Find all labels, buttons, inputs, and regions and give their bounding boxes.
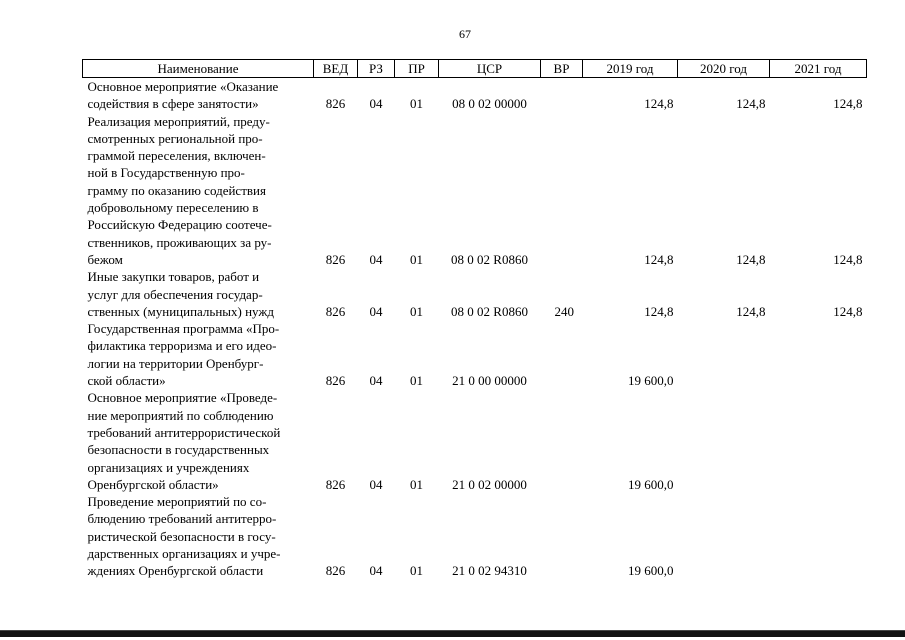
row-name-line: грамму по оказанию содействия xyxy=(87,182,266,198)
row-name xyxy=(83,320,314,389)
row-name-line: Иные закупки товаров, работ и xyxy=(87,269,260,285)
header-csr: ЦСР xyxy=(439,60,541,78)
row-vr xyxy=(541,113,583,269)
row-ved: 826 xyxy=(325,303,346,319)
row-value-2020 xyxy=(678,320,770,389)
row-value-2019: 19 600,0 xyxy=(628,476,674,492)
row-value-2019: 124,8 xyxy=(644,96,674,112)
row-ved: 826 xyxy=(325,251,346,267)
row-name-line: ждениях Оренбургской области xyxy=(87,563,264,579)
row-pr: 01 xyxy=(410,476,423,492)
row-rz: 04 xyxy=(369,476,383,492)
header-name: Наименование xyxy=(83,60,314,78)
row-value-2019: 19 600,0 xyxy=(628,373,674,389)
table-row xyxy=(83,268,867,320)
row-value-2021: 124,8 xyxy=(833,96,863,112)
table-row xyxy=(83,389,867,493)
row-pr: 01 xyxy=(410,96,423,112)
row-value-2019: 124,8 xyxy=(644,251,674,267)
header-rz: РЗ xyxy=(358,60,395,78)
header-2019: 2019 год xyxy=(583,60,678,78)
row-name-line: блюдению требований антитерро- xyxy=(87,511,277,527)
row-name-line: организациях и учреждениях xyxy=(87,459,250,475)
row-value-2021 xyxy=(770,389,867,493)
row-name-line: Государственная программа «Про- xyxy=(87,321,280,337)
row-name-line: ние мероприятий по соблюдению xyxy=(87,407,274,423)
header-2021: 2021 год xyxy=(770,60,867,78)
row-name-line: дарственных организациях и учре- xyxy=(87,546,281,562)
row-csr: 21 0 02 00000 xyxy=(452,476,527,492)
row-pr: 01 xyxy=(410,251,423,267)
header-ved: ВЕД xyxy=(314,60,358,78)
row-name xyxy=(83,113,314,269)
row-value-2020: 124,8 xyxy=(736,251,766,267)
row-ved: 826 xyxy=(325,476,346,492)
row-rz: 04 xyxy=(369,373,383,389)
row-value-2020: 124,8 xyxy=(736,303,766,319)
row-name-line: содействия в сфере занятости» xyxy=(87,96,259,112)
row-name xyxy=(83,78,314,113)
row-ved: 826 xyxy=(325,96,346,112)
row-value-2021: 124,8 xyxy=(833,303,863,319)
row-name-line: Оренбургской области» xyxy=(87,476,219,492)
row-value-2021 xyxy=(770,493,867,579)
row-ved: 826 xyxy=(325,373,346,389)
row-rz: 04 xyxy=(369,96,383,112)
row-csr: 21 0 02 94310 xyxy=(452,563,527,579)
table-row xyxy=(83,113,867,269)
row-csr: 08 0 02 00000 xyxy=(452,96,527,112)
row-name-line: ной в Государственную про- xyxy=(87,165,245,181)
row-vr xyxy=(541,78,583,113)
row-vr xyxy=(541,493,583,579)
row-value-2020 xyxy=(678,389,770,493)
table-body xyxy=(83,78,867,580)
row-csr: 08 0 02 R0860 xyxy=(451,251,528,267)
budget-table xyxy=(82,59,867,580)
row-vr xyxy=(541,320,583,389)
row-vr xyxy=(541,389,583,493)
row-value-2021 xyxy=(770,320,867,389)
row-value-2021: 124,8 xyxy=(833,251,863,267)
row-rz: 04 xyxy=(369,563,383,579)
row-name xyxy=(83,493,314,579)
row-ved: 826 xyxy=(325,563,346,579)
row-name xyxy=(83,389,314,493)
table-row xyxy=(83,78,867,113)
row-name-line: требований антитеррористической xyxy=(87,424,281,440)
row-name-line: бежом xyxy=(87,251,123,267)
row-name-line: смотренных региональной про- xyxy=(87,130,263,146)
row-name-line: филактика терроризма и его идео- xyxy=(87,338,277,354)
row-value-2020: 124,8 xyxy=(736,96,766,112)
page-number: 67 xyxy=(459,27,471,41)
row-value-2019: 19 600,0 xyxy=(628,563,674,579)
row-pr: 01 xyxy=(410,373,423,389)
row-name-line: безопасности в государственных xyxy=(87,442,270,458)
row-name-line: ристической безопасности в госу- xyxy=(87,528,276,544)
header-vr: ВР xyxy=(541,60,583,78)
row-name-line: Основное мероприятие «Проведе- xyxy=(87,390,278,406)
header-pr: ПР xyxy=(395,60,439,78)
scan-border-bottom xyxy=(0,631,905,637)
table-header-row xyxy=(83,60,867,78)
row-name-line: Российскую Федерацию соотече- xyxy=(87,217,272,233)
row-pr: 01 xyxy=(410,563,423,579)
row-vr: 240 xyxy=(554,303,574,319)
table-row xyxy=(83,493,867,579)
scan-border-line xyxy=(0,630,905,631)
row-name-line: Проведение мероприятий по со- xyxy=(87,494,267,510)
row-csr: 08 0 02 R0860 xyxy=(451,303,528,319)
row-name xyxy=(83,268,314,320)
row-value-2019: 124,8 xyxy=(644,303,674,319)
row-name-line: Основное мероприятие «Оказание xyxy=(87,79,279,94)
row-rz: 04 xyxy=(369,303,383,319)
row-name-line: граммой переселения, включен- xyxy=(87,148,266,164)
row-name-line: ственников, проживающих за ру- xyxy=(87,234,272,250)
row-pr: 01 xyxy=(410,303,423,319)
table-row xyxy=(83,320,867,389)
row-name-line: ственных (муниципальных) нужд xyxy=(87,303,274,319)
header-2020: 2020 год xyxy=(678,60,770,78)
row-name-line: услуг для обеспечения государ- xyxy=(87,286,263,302)
row-name-line: логии на территории Оренбург- xyxy=(87,355,264,371)
row-name-line: Реализация мероприятий, преду- xyxy=(87,113,270,129)
row-name-line: ской области» xyxy=(87,373,166,389)
row-name-line: добровольному переселению в xyxy=(87,200,259,216)
row-csr: 21 0 00 00000 xyxy=(452,373,527,389)
row-rz: 04 xyxy=(369,251,383,267)
row-value-2020 xyxy=(678,493,770,579)
